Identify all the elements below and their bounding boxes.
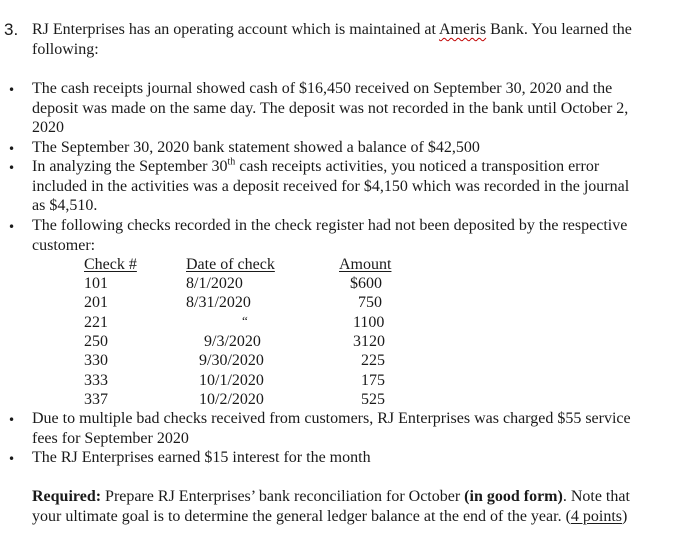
question-intro [32,20,652,59]
check-amount-cell: 750 [358,294,382,311]
bullet-text: The RJ Enterprises earned $15 interest for the month [32,449,371,466]
check-number-cell: 333 [84,372,108,389]
check-amount-cell: 3120 [353,333,385,350]
required-good-form: (in good form) [464,488,563,505]
bullet-text-part-1: In analyzing the September 30 [32,158,228,175]
header-date-of-check: Date of check [186,256,275,273]
header-check-number: Check # [84,256,137,273]
header-amount: Amount [339,256,392,273]
bullet-text: The September 30, 2020 bank statement showed a balance of $42,500 [32,139,480,156]
check-date-cell: 9/3/2020 [204,333,261,350]
check-date-cell: 9/30/2020 [199,352,264,369]
check-date-cell: 10/2/2020 [199,391,264,408]
bank-name: Ameris [439,21,487,38]
check-amount-cell: 175 [361,372,385,389]
required-text-1: Prepare RJ Enterprises’ bank reconciliation for October [101,488,465,505]
question-heading [4,20,674,58]
bullet-icon: • [8,452,16,466]
check-number-cell: 201 [84,294,108,311]
bullet-text: Due to multiple bad checks received from customers, RJ Enterprises was charged $55 service fees for September 2020 [32,410,631,447]
check-number-cell: 221 [84,314,108,331]
bullet-icon: • [8,413,16,427]
bullet-icon: • [8,83,16,97]
intro-text-1: RJ Enterprises has an operating account which is maintained at [32,21,439,38]
bullet-icon: • [8,161,16,175]
check-number-cell: 101 [84,275,108,292]
check-amount-cell: 225 [361,352,385,369]
check-amount-cell: 525 [361,391,385,408]
bullet-icon: • [8,142,16,156]
bullet-text: The following checks recorded in the check register had not been deposited by the respective customer: [32,217,628,254]
bullet-icon: • [8,220,16,234]
check-amount-cell: $600 [350,275,382,292]
required-text-2: . Note that your ultimate goal is to determine the general ledger balance at the end of the year. ( [32,488,630,525]
ordinal-suffix: th [227,156,236,168]
check-date-cell: 8/1/2020 [186,275,243,292]
required-text-3: ) [622,507,628,525]
check-amount-cell: 1100 [353,314,385,331]
intro-text-2: Bank. You learned the following: [32,21,632,58]
required-instructions [32,487,638,526]
question-number: 3. [4,20,19,39]
check-number-cell: 250 [84,333,108,350]
required-label: Required: [32,488,102,505]
check-number-cell: 330 [84,352,108,369]
check-date-cell: 10/1/2020 [199,372,264,389]
bullet-text: The cash receipts journal showed cash of $16,450 received on September 30, 2020 and the deposit was made on the same day. The deposit was not recorded in the bank until October 2, 2020 [32,80,629,136]
bullet-text [32,157,646,216]
points-value: 4 points [570,507,623,525]
check-date-cell: 8/31/2020 [186,294,251,311]
check-date-ditto-cell: “ [242,313,248,328]
check-number-cell: 337 [84,391,108,408]
bullet-text-part-2: cash receipts activities, you noticed a transposition error included in the activities was a deposit received for $4,150 which was recorded in the journal as $4,510. [32,158,630,214]
